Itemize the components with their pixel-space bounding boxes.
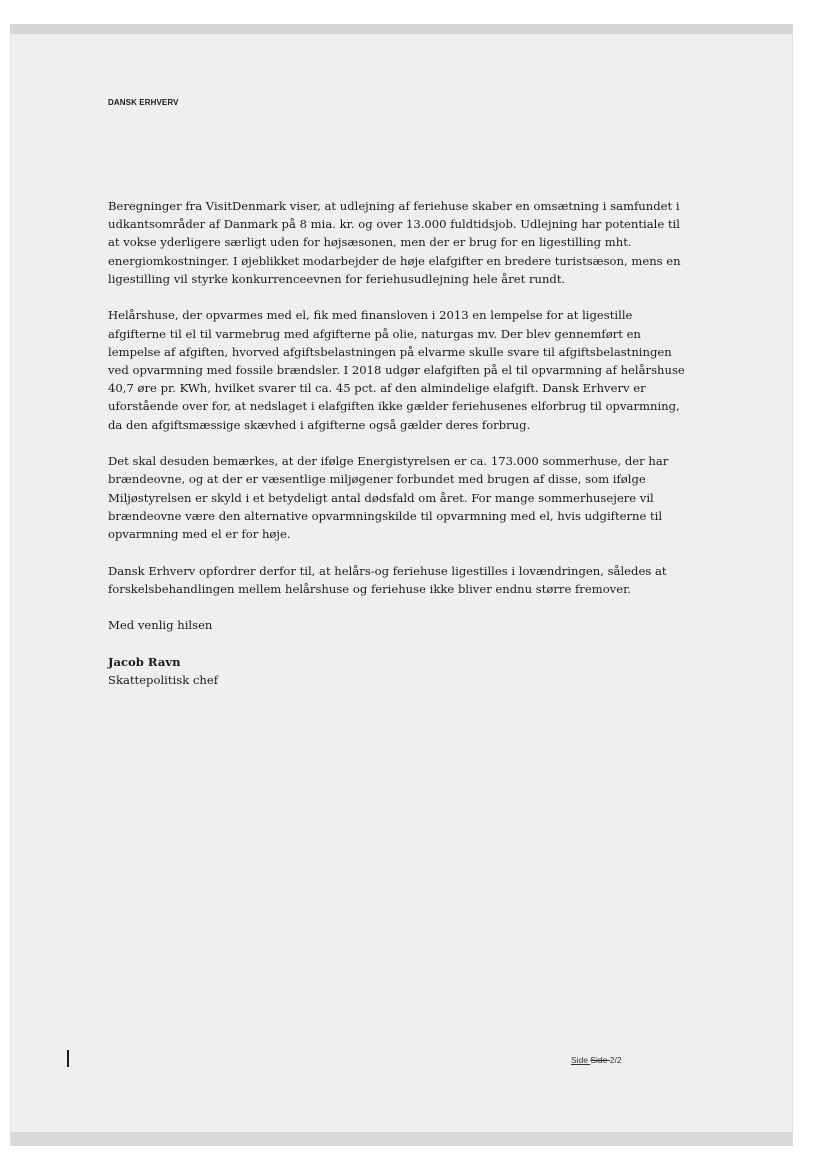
page-number: 2/2: [609, 1055, 622, 1065]
body-paragraph: Helårshuse, der opvarmes med el, fik med finansloven i 2013 en lempelse for at ligestille afgifterne til el til varmebrug med afgifterne på olie, naturgas mv. Der blev gennemført en lempelse af afgiften, hvorved afgiftsbelastningen på elvarme skulle svare til afgiftsbelastningen ved opvarmning med fossile brændsler. I 2018 udgør elafgiften på el til opvarmning af helårshuse 40,7 øre pr. KWh, hvilket svarer til ca. 45 pct. af den almindelige elafgift. Dansk Erhverv er uforstående over for, at nedslaget i elafgiften ikke gælder feriehusenes elforbrug til opvarmning, da den afgiftsmæssige skævhed i afgifterne også gælder deres forbrug.: [108, 308, 685, 432]
body-paragraph: Beregninger fra VisitDenmark viser, at udlejning af feriehuse skaber en omsætning i samfundet i udkantsområder af Danmark på 8 mia. kr. og over 13.000 fuldtidsjob. Udlejning har potentiale til at vokse yderligere særligt uden for højsæsonen, men der er brug for en ligestilling mht. energiomkostninger. I øjeblikket modarbejder de høje elafgifter en bredere turistsæson, mens en ligestilling vil styrke konkurrenceevnen for feriehusudlejning hele året rundt.: [108, 199, 681, 286]
signer-title: Skattepolitisk chef: [108, 673, 219, 688]
signer-name: Jacob Ravn: [108, 655, 181, 670]
letter-body: [108, 197, 688, 708]
page-label-deleted: Side: [590, 1055, 610, 1065]
revision-bar: [67, 1050, 69, 1067]
closing-greeting: Med venlig hilsen: [108, 618, 213, 633]
body-paragraph: Det skal desuden bemærkes, at der ifølge Energistyrelsen er ca. 173.000 sommerhuse, der har brændeovne, og at der er væsentlige miljøgener forbundet med brugen af disse, som ifølge Miljøstyrelsen er skyld i et betydeligt antal dødsfald om året. For mange sommerhusejere vil brændeovne være den alternative opvarmningskilde til opvarmning med el, hvis udgifterne til opvarmning med el er for høje.: [108, 454, 669, 542]
organization-header: DANSK ERHVERV: [108, 98, 179, 107]
page-bottom-band: [10, 1132, 793, 1146]
page-label-inserted: Side: [571, 1055, 591, 1065]
body-paragraph: Dansk Erhverv opfordrer derfor til, at helårs-og feriehuse ligestilles i lovændringen, således at forskelsbehandlingen mellem helårshuse og feriehuse ikke bliver endnu større fremover.: [108, 563, 667, 596]
page-number-footer: [571, 1055, 622, 1065]
page-top-band: [10, 24, 793, 34]
